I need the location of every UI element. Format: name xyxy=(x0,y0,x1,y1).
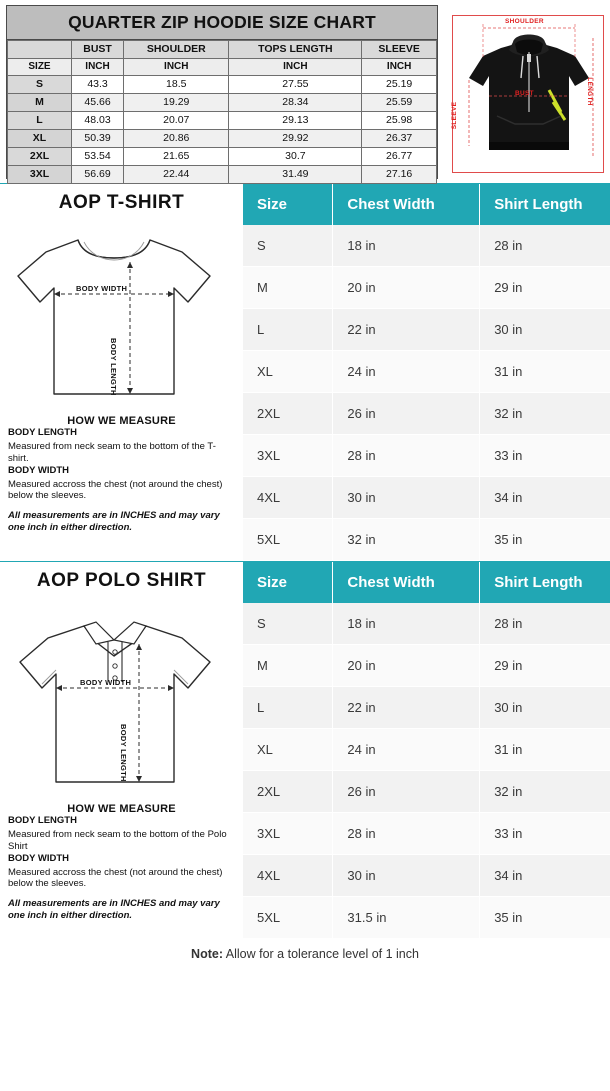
table-row xyxy=(8,166,437,184)
polo-cell-length: 30 in xyxy=(480,687,610,729)
table-row xyxy=(243,225,610,267)
table-row xyxy=(243,351,610,393)
tshirt-size-table xyxy=(243,184,610,561)
hoodie-table-container xyxy=(6,5,438,179)
polo-cell-length: 34 in xyxy=(480,855,610,897)
hoodie-cell-length: 27.55 xyxy=(229,76,362,94)
hoodie-cell-bust: 50.39 xyxy=(72,130,124,148)
polo-cell-length: 33 in xyxy=(480,813,610,855)
polo-cell-size: S xyxy=(243,603,333,645)
hoodie-cell-shoulder: 20.86 xyxy=(124,130,229,148)
tshirt-cell-chest: 20 in xyxy=(333,267,480,309)
table-row xyxy=(243,813,610,855)
hoodie-label-shoulder: SHOULDER xyxy=(505,18,544,25)
polo-col-shirt-length: Shirt Length xyxy=(480,562,610,603)
tshirt-footnote: All measurements are in INCHES and may vary one inch in either direction. xyxy=(8,510,220,534)
polo-body-width-heading: BODY WIDTH xyxy=(8,852,70,864)
table-row xyxy=(243,519,610,561)
hoodie-col-sleeve: SLEEVE xyxy=(362,41,437,59)
tshirt-cell-size: 2XL xyxy=(243,393,333,435)
table-row xyxy=(243,477,610,519)
table-row xyxy=(8,76,437,94)
hoodie-cell-bust: 48.03 xyxy=(72,112,124,130)
table-row xyxy=(243,393,610,435)
polo-body-length-heading: BODY LENGTH xyxy=(8,815,77,826)
table-row xyxy=(243,771,610,813)
table-header-row xyxy=(8,41,437,59)
hoodie-cell-shoulder: 20.07 xyxy=(124,112,229,130)
polo-right-pane xyxy=(243,562,610,939)
polo-cell-length: 32 in xyxy=(480,771,610,813)
table-row xyxy=(243,267,610,309)
tshirt-label-body-width: BODY WIDTH xyxy=(76,284,128,293)
hoodie-cell-length: 29.13 xyxy=(229,112,362,130)
tolerance-note xyxy=(0,939,610,961)
table-row xyxy=(243,855,610,897)
hoodie-chart-title: QUARTER ZIP HOODIE SIZE CHART xyxy=(7,6,437,40)
hoodie-unit-size: SIZE xyxy=(8,59,72,76)
tshirt-illustration xyxy=(6,218,237,413)
tshirt-cell-chest: 18 in xyxy=(333,225,480,267)
hoodie-label-length: LENGTH xyxy=(586,77,594,106)
hoodie-cell-sleeve: 26.37 xyxy=(362,130,437,148)
tshirt-how-we-measure-heading: HOW WE MEASURE xyxy=(67,415,176,427)
tshirt-cell-length: 34 in xyxy=(480,477,610,519)
hoodie-cell-shoulder: 18.5 xyxy=(124,76,229,94)
hoodie-cell-length: 31.49 xyxy=(229,166,362,184)
tshirt-cell-size: 4XL xyxy=(243,477,333,519)
tshirt-cell-chest: 22 in xyxy=(333,309,480,351)
table-units-row xyxy=(8,59,437,76)
tshirt-label-body-length: BODY LENGTH xyxy=(109,338,118,396)
tshirt-section xyxy=(0,184,610,561)
hoodie-cell-size: M xyxy=(8,94,72,112)
hoodie-measurement-box xyxy=(452,15,604,173)
tshirt-cell-length: 29 in xyxy=(480,267,610,309)
table-header-row xyxy=(243,562,610,603)
table-row xyxy=(243,729,610,771)
tshirt-col-shirt-length: Shirt Length xyxy=(480,184,610,225)
polo-cell-size: M xyxy=(243,645,333,687)
hoodie-col-0 xyxy=(8,41,72,59)
polo-left-pane xyxy=(0,562,243,939)
tshirt-cell-chest: 32 in xyxy=(333,519,480,561)
hoodie-cell-bust: 45.66 xyxy=(72,94,124,112)
tshirt-col-size: Size xyxy=(243,184,333,225)
hoodie-cell-length: 30.7 xyxy=(229,148,362,166)
tshirt-cell-chest: 28 in xyxy=(333,435,480,477)
table-row xyxy=(8,112,437,130)
tshirt-body-length-heading: BODY LENGTH xyxy=(8,427,77,438)
tolerance-note-label: Note: xyxy=(191,947,223,961)
table-row xyxy=(8,130,437,148)
polo-cell-length: 29 in xyxy=(480,645,610,687)
tshirt-cell-length: 33 in xyxy=(480,435,610,477)
hoodie-label-bust: BUST xyxy=(515,90,534,97)
tshirt-cell-chest: 30 in xyxy=(333,477,480,519)
polo-how-we-measure-heading: HOW WE MEASURE xyxy=(67,803,176,815)
tshirt-right-pane xyxy=(243,184,610,561)
hoodie-diagram-container xyxy=(444,5,604,179)
polo-cell-size: 3XL xyxy=(243,813,333,855)
hoodie-cell-size: XL xyxy=(8,130,72,148)
hoodie-cell-bust: 43.3 xyxy=(72,76,124,94)
polo-cell-chest: 20 in xyxy=(333,645,480,687)
tshirt-cell-size: M xyxy=(243,267,333,309)
tshirt-cell-length: 32 in xyxy=(480,393,610,435)
tshirt-body-width-text: Measured accross the chest (not around the chest) below the sleeves. xyxy=(8,478,223,502)
polo-label-body-length: BODY LENGTH xyxy=(119,724,128,782)
tshirt-col-chest-width: Chest Width xyxy=(333,184,480,225)
hoodie-size-chart-section xyxy=(0,0,610,183)
polo-cell-size: L xyxy=(243,687,333,729)
polo-cell-length: 35 in xyxy=(480,897,610,939)
polo-col-chest-width: Chest Width xyxy=(333,562,480,603)
tshirt-cell-size: 5XL xyxy=(243,519,333,561)
polo-cell-chest: 22 in xyxy=(333,687,480,729)
polo-label-body-width: BODY WIDTH xyxy=(80,678,132,687)
tshirt-cell-length: 28 in xyxy=(480,225,610,267)
tshirt-left-pane xyxy=(0,184,243,561)
tshirt-cell-size: S xyxy=(243,225,333,267)
table-row xyxy=(243,603,610,645)
polo-col-size: Size xyxy=(243,562,333,603)
table-row xyxy=(8,94,437,112)
hoodie-unit-length: INCH xyxy=(229,59,362,76)
tshirt-cell-size: L xyxy=(243,309,333,351)
tshirt-diagram xyxy=(6,218,237,413)
table-row xyxy=(8,148,437,166)
polo-cell-length: 28 in xyxy=(480,603,610,645)
tshirt-measure-text xyxy=(6,427,237,534)
table-row xyxy=(243,687,610,729)
polo-cell-chest: 18 in xyxy=(333,603,480,645)
polo-cell-chest: 30 in xyxy=(333,855,480,897)
polo-measure-text xyxy=(6,815,237,922)
hoodie-cell-sleeve: 25.98 xyxy=(362,112,437,130)
hoodie-cell-bust: 53.54 xyxy=(72,148,124,166)
tshirt-cell-size: XL xyxy=(243,351,333,393)
tshirt-cell-length: 31 in xyxy=(480,351,610,393)
table-header-row xyxy=(243,184,610,225)
polo-title: AOP POLO SHIRT xyxy=(36,570,207,591)
polo-body-width-text: Measured accross the chest (not around the chest) below the sleeves. xyxy=(8,866,223,890)
hoodie-cell-size: 3XL xyxy=(8,166,72,184)
hoodie-size-table xyxy=(7,40,437,184)
tshirt-cell-chest: 26 in xyxy=(333,393,480,435)
hoodie-cell-length: 28.34 xyxy=(229,94,362,112)
hoodie-cell-length: 29.92 xyxy=(229,130,362,148)
table-row xyxy=(243,435,610,477)
tshirt-body-length-text: Measured from neck seam to the bottom of the T-shirt. xyxy=(8,440,216,464)
hoodie-col-tops-length: TOPS LENGTH xyxy=(229,41,362,59)
tshirt-cell-length: 30 in xyxy=(480,309,610,351)
polo-cell-size: 5XL xyxy=(243,897,333,939)
hoodie-cell-shoulder: 22.44 xyxy=(124,166,229,184)
tshirt-cell-chest: 24 in xyxy=(333,351,480,393)
polo-cell-size: XL xyxy=(243,729,333,771)
hoodie-cell-sleeve: 25.19 xyxy=(362,76,437,94)
polo-size-table xyxy=(243,562,610,939)
polo-diagram xyxy=(6,596,237,801)
hoodie-cell-size: L xyxy=(8,112,72,130)
hoodie-unit-bust: INCH xyxy=(72,59,124,76)
tolerance-note-text: Allow for a tolerance level of 1 inch xyxy=(223,947,419,961)
tshirt-body-width-heading: BODY WIDTH xyxy=(8,464,70,476)
polo-cell-chest: 24 in xyxy=(333,729,480,771)
polo-cell-chest: 26 in xyxy=(333,771,480,813)
hoodie-cell-size: 2XL xyxy=(8,148,72,166)
tshirt-title: AOP T-SHIRT xyxy=(58,192,185,213)
hoodie-cell-sleeve: 27.16 xyxy=(362,166,437,184)
tshirt-cell-size: 3XL xyxy=(243,435,333,477)
polo-cell-chest: 31.5 in xyxy=(333,897,480,939)
polo-cell-size: 4XL xyxy=(243,855,333,897)
hoodie-col-shoulder: SHOULDER xyxy=(124,41,229,59)
hoodie-cell-size: S xyxy=(8,76,72,94)
hoodie-col-bust: BUST xyxy=(72,41,124,59)
table-row xyxy=(243,645,610,687)
hoodie-unit-shoulder: INCH xyxy=(124,59,229,76)
polo-section xyxy=(0,562,610,939)
table-row xyxy=(243,309,610,351)
table-row xyxy=(243,897,610,939)
hoodie-cell-shoulder: 19.29 xyxy=(124,94,229,112)
hoodie-cell-bust: 56.69 xyxy=(72,166,124,184)
polo-body-length-text: Measured from neck seam to the bottom of the Polo Shirt xyxy=(8,828,227,852)
polo-cell-length: 31 in xyxy=(480,729,610,771)
tshirt-cell-length: 35 in xyxy=(480,519,610,561)
hoodie-unit-sleeve: INCH xyxy=(362,59,437,76)
hoodie-cell-shoulder: 21.65 xyxy=(124,148,229,166)
hoodie-cell-sleeve: 25.59 xyxy=(362,94,437,112)
polo-cell-chest: 28 in xyxy=(333,813,480,855)
hoodie-cell-sleeve: 26.77 xyxy=(362,148,437,166)
polo-cell-size: 2XL xyxy=(243,771,333,813)
polo-footnote: All measurements are in INCHES and may vary one inch in either direction. xyxy=(8,898,220,922)
hoodie-label-sleeve: SLEEVE xyxy=(451,101,459,130)
